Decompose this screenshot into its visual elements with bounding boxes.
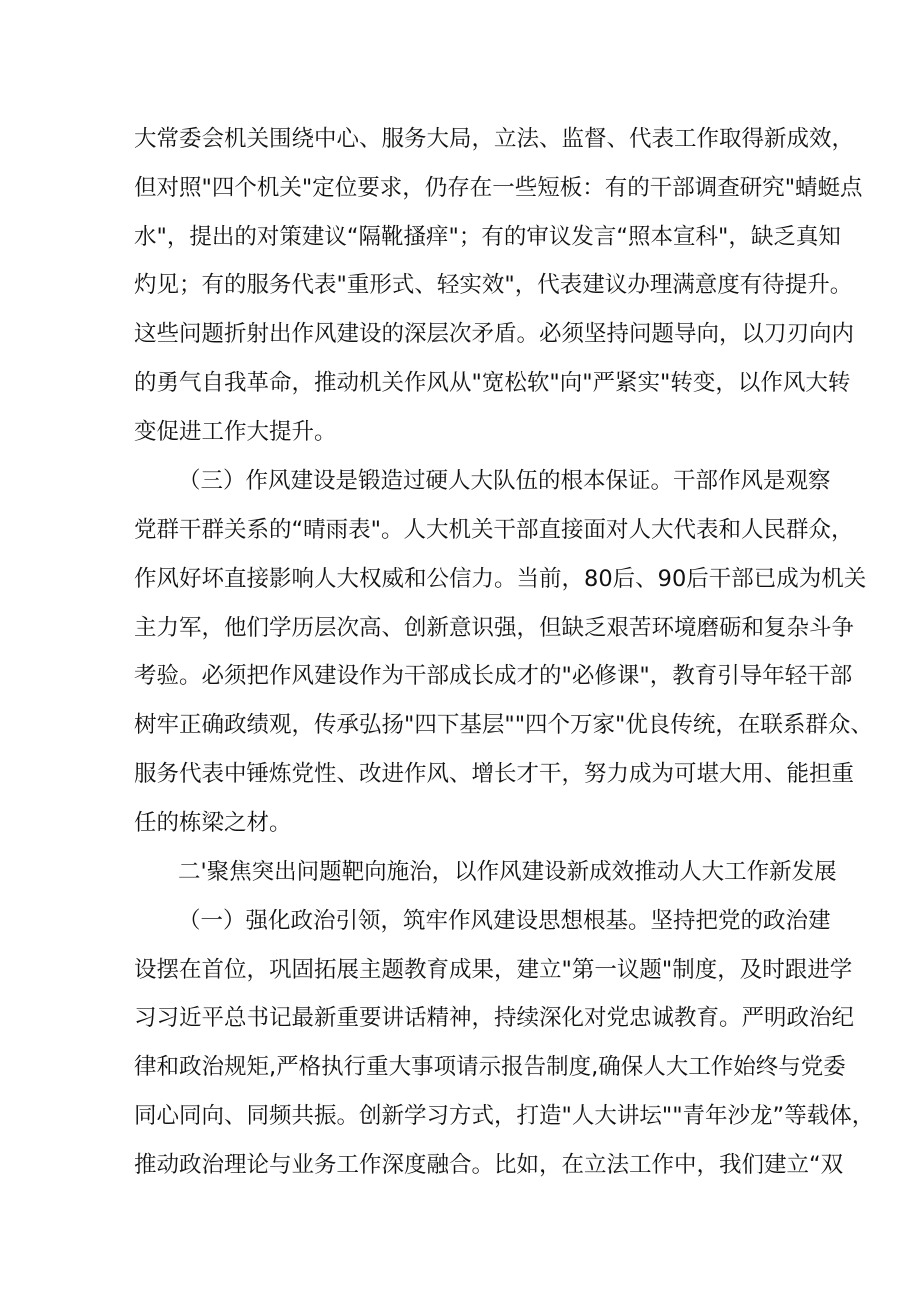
text-line: 这些问题折射出作风建设的深层次矛盾。必须坚持问题导向，以刀刃向内 — [134, 321, 855, 347]
text-line: 党群干群关系的“晴雨表"。人大机关干部直接面对人大代表和人民群众， — [134, 517, 854, 543]
text-line: 律和政治规矩,严格执行重大事项请示报告制度,确保人大工作始终与党委 — [134, 1054, 846, 1080]
text-line: 考验。必须把作风建设作为干部成长成才的"必修课"，教育引导年轻干部 — [134, 663, 853, 689]
text-line: 服务代表中锤炼党性、改进作风、增长才干，努力成为可堪大用、能担重 — [134, 761, 855, 787]
text-line: 灼见；有的服务代表"重形式、轻实效"，代表建议办理满意度有待提升。 — [134, 272, 853, 298]
text-line: 推动政治理论与业务工作深度融合。比如，在立法工作中，我们建立“双 — [134, 1152, 844, 1178]
paragraph-heading-line: （三）作风建设是锻造过硬人大队伍的根本保证。干部作风是观察 — [178, 468, 831, 494]
text-line: 水"，提出的对策建议“隔靴搔痒"；有的审议发言“照本宣科"，缺乏真知 — [134, 224, 841, 250]
text-line: 大常委会机关围绕中心、服务大局，立法、监督、代表工作取得新成效， — [134, 126, 855, 152]
text-line: 主力军，他们学历层次高、创新意识强，但缺乏艰苦环境磨砺和复杂斗争 — [134, 615, 855, 641]
text-line: 的勇气自我革命，推动机关作风从"宽松软"向"严紧实"转变，以作风大转 — [134, 370, 851, 396]
text-line: 同心同向、同频共振。创新学习方式，打造"人大讲坛""青年沙龙”等载体， — [134, 1103, 875, 1129]
section-heading: 二'聚焦突出问题靶向施治，以作风建设新成效推动人大工作新发展 — [178, 859, 837, 885]
text-line: 树牢正确政绩观，传承弘扬"四下基层""四个万家"优良传统，在联系群众、 — [134, 712, 873, 738]
text-line: 变促进工作大提升。 — [134, 419, 337, 445]
text-line: 习习近平总书记最新重要讲话精神，持续深化对党忠诚教育。严明政治纪 — [134, 1005, 855, 1031]
text-line: 任的栋梁之材。 — [134, 810, 292, 836]
text-line: 但对照"四个机关"定位要求，仍存在一些短板：有的干部调查研究"蜻蜓点 — [134, 175, 863, 201]
text-line: 设摆在首位，巩固拓展主题教育成果，建立"第一议题"制度，及时跟进学 — [134, 957, 853, 983]
paragraph-heading-line: （一）强化政治引领，筑牢作风建设思想根基。坚持把党的政治建 — [178, 908, 831, 934]
text-line: 作风好坏直接影响人大权威和公信力。当前，80后、90后干部已成为机关 — [134, 566, 867, 592]
